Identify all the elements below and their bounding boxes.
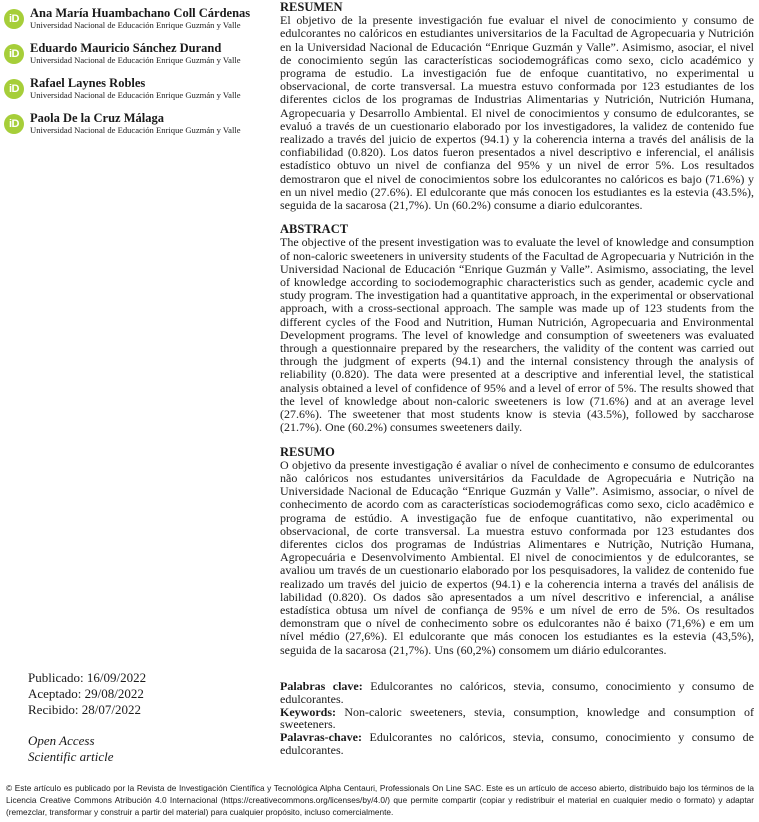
article-type-label: Scientific article (28, 749, 114, 764)
orcid-icon[interactable]: iD (4, 44, 24, 64)
keywords-pt-label: Palavras-chave: (280, 730, 362, 745)
keywords-pt (280, 731, 754, 757)
resumen-text: El objetivo de la presente investigación fue evaluar el nivel de conocimiento y consumo de edulcorantes no calóricos en estudiantes universitarios de la Facultad de Agropecuaria y Nutrición en la Universidad Nacional de Educación “Enrique Guzmán y Valle”. Asimismo, asociar, el nivel de conocimiento según las características sociodemográficas como sexo, ciclo académico y programa de estudio. La investigación fue de enfoque cuantitativo, no experimental u observacional, de corte transversal. La muestra estuvo conformada por 123 estudiantes de los diferentes ciclos de los programas de Industrias Alimentarias y Nutrición, Nutrición Humana, Agropecuaria y Desarrollo Ambiental. El nivel de conocimientos y consumo de edulcorantes, se evaluó a través de un cuestionario elaborado por los investigadores, la validez de contenido fue realizado a través del juicio de expertos (94.1) y la coherencia interna a través del análisis de la confiabilidad (0.820). Los datos fueron presentados a nivel descriptivo e inferencial, el análisis estadístico obtuvo un nivel de confianza del 95% y un nivel de error 5%. Los resultados demostraron que el nivel de conocimientos sobre los edulcorantes no calóricos es bajo (71.6%) y en un nivel medio (27.6%). El edulcorante que más conocen los estudiantes es la estevia (43.5%), seguida de la sacarosa (21,7%). Un (60.2%) consume a diario edulcorantes. (280, 13, 754, 213)
keywords-es-label: Palabras clave: (280, 679, 363, 693)
author-name: Paola De la Cruz Málaga (30, 111, 165, 125)
keywords-en-value: Non-caloric sweeteners, stevia, consumption, knowledge and consumption of sweeteners. (280, 704, 755, 732)
abstracts-column (280, 1, 754, 668)
resumo-heading: RESUMO (280, 444, 335, 459)
publication-dates (28, 670, 146, 718)
orcid-icon[interactable]: iD (4, 79, 24, 99)
abstract-text: The objective of the present investigation was to evaluate the level of knowledge and consumption of non-caloric sweeteners in university students of the Facultad de Agropecuaria y Nutrición in the Universidad Nacional de Educación “Enrique Guzmán y Valle”. Asimismo, associating, the level of knowledge according to sociodemographic characteristics such as gender, academic cycle and study program. The investigation had a quantitative approach, in the experimental or observational approach, with a cross-sectional approach. The sample was made up of 123 students from the different cycles of the Food and Nutrition, Human Nutrición, Agropecuaria and Environmental Development programs. The level of knowledge and consumption of sweeteners was evaluated through a questionnaire prepared by the researchers, the validity of the content was carried out through the judgment of experts (94.1) and the internal consistency through the analysis of reliability (0.820). The data were presented at a descriptive and inferential level, the statistical analysis obtained a level of confidence of 95% and a level of error of 5%. The results showed that the level of knowledge about non-caloric sweeteners is low (71.6%) and at an average level (27.6%). The sweetener that most students know is stevia (43.5%), followed by saccharose (21.7%). One (60.2%) consumes sweeteners daily. (280, 235, 754, 435)
resumo-text: O objetivo da presente investigação é avaliar o nível de conhecimento e consumo de edulcorantes não calóricos nos estudantes universitários da Faculdade de Agropecuária e Nutrição na Universidade Nacional de Educação “Enrique Guzmán y Valle”. Asimismo, associar, o nível de conhecimento de acordo com as características sociodemográficas como sexo, ciclo acadêmico e programa de estúdio. A investigação fue de enfoque cuantitativo, não experimental ou observacional, de corte transversal. La muestra estuvo conformada por 123 estudantes dos diferentes ciclos dos programas de Indústrias Alimentares e Nutrição, Nutrição Humana, Agropecuária e Desenvolvimento Ambiental. El nivel de conocimientos y de edulcorantes, se avaliou um través de un cuestionario elaborado por los pesquisadores, la validez de contenido fue realizado um través del juicio de expertos (94.1) e la coherencia interna a través del análisis de labilidad (0.820). Os dados são apresentados a um nível descritivo e inferencial, a análise estadística obtusa um nível de confiança de 95% e um nível de erro de 5%. Os resultados demonstram que o nível de conhecimento sobre os edulcorantes não é baixo (71,6%) e em um nível médio (27,6%). El edulcorante que más conocen los estudiantes es la estevia (43,5%), seguida de la sacarosa (21,7%). Uns (60,2%) consomem um diário edulcorantes. (280, 457, 754, 657)
open-access-label: Open Access (28, 733, 95, 748)
author-affiliation: Universidad Nacional de Educación Enrique Guzmán y Valle (30, 55, 241, 65)
keywords-block (280, 680, 754, 757)
author-list (4, 6, 270, 146)
resumo-section (280, 446, 754, 657)
resumen-heading: RESUMEN (280, 0, 343, 14)
author-name: Eduardo Mauricio Sánchez Durand (30, 41, 222, 55)
keywords-en-label: Keywords: (280, 704, 336, 719)
abstract-section (280, 223, 754, 434)
received-date: Recibido: 28/07/2022 (28, 702, 142, 717)
keywords-en (280, 706, 754, 732)
resumen-section (280, 1, 754, 212)
author-name: Ana María Huambachano Coll Cárdenas (30, 6, 251, 20)
keywords-pt-value: Edulcorantes no calóricos, stevia, consumo, conocimiento y consumo de edulcorantes. (280, 730, 754, 757)
author-entry (4, 76, 270, 101)
article-access (28, 733, 114, 765)
orcid-icon[interactable]: iD (4, 114, 24, 134)
license-footer: © Este artículo es publicado por la Revista de Investigación Científica y Tecnológica Alpha Centauri, Professionals On Line SAC. Este es un artículo de acceso abierto, distribuido bajo los términos de la Licencia Creative Commons Atribución 4.0 Internacional (https://creativecommons.org/licenses/by/4.0/) que permite compartir (copiar y redistribuir el material en cualquier medio o formato) y adaptar (remezclar, transformar y construir a partir del material) para cualquier propósito, incluso comercialmente. (6, 783, 754, 817)
accepted-date: Aceptado: 29/08/2022 (28, 686, 144, 701)
author-entry (4, 6, 270, 31)
author-affiliation: Universidad Nacional de Educación Enrique Guzmán y Valle (30, 20, 241, 30)
abstract-heading: ABSTRACT (280, 222, 349, 237)
published-date: Publicado: 16/09/2022 (28, 670, 147, 685)
orcid-icon[interactable]: iD (4, 9, 24, 29)
author-name: Rafael Laynes Robles (30, 76, 146, 90)
author-affiliation: Universidad Nacional de Educación Enrique Guzmán y Valle (30, 90, 241, 100)
author-entry (4, 111, 270, 136)
keywords-es (280, 680, 754, 706)
author-affiliation: Universidad Nacional de Educación Enrique Guzmán y Valle (30, 125, 241, 135)
keywords-es-value: Edulcorantes no calóricos, stevia, consumo, conocimiento y consumo de edulcorantes. (280, 679, 755, 706)
author-entry (4, 41, 270, 66)
